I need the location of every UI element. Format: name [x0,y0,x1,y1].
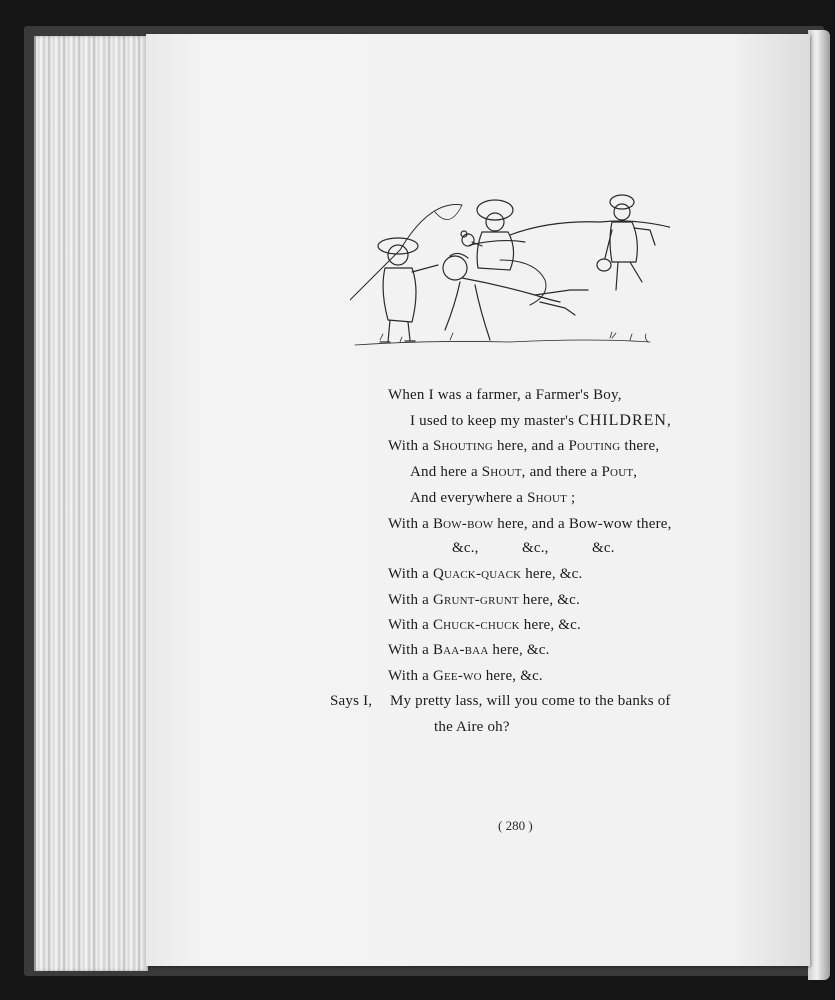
poem-word-pouting: Pouting [568,438,621,454]
poem-line-2-punct: , [666,413,671,429]
poem-line-3-e: there, [620,438,660,454]
poem-word-baa-baa: Baa-baa [432,642,489,658]
poem-word-gee-wo: Gee-wo [432,668,482,684]
poem-word-children: CHILDREN [578,412,667,429]
poem-line-12 [388,668,543,685]
poem-word-shout: Shout [481,464,522,480]
poem-line-14 [434,719,510,736]
poem-line-13 [390,693,671,710]
poem-line-7-a [452,540,479,557]
poem-line-4-c: , and there a [521,464,602,480]
poem-line-2 [410,412,671,430]
poem-word-chuck-chuck: Chuck-chuck [432,617,520,633]
poem-line-6-a: With a [388,516,433,532]
poem-says-i: Says I, [330,693,373,709]
poem-line-2-text: I used to keep my master's [410,413,579,429]
poem-line-14-text: the Aire oh? [434,719,510,735]
poem-word-bow-bow: Bow-bow [432,516,494,532]
poem-line-5 [410,490,575,507]
poem-line-11 [388,642,550,659]
poem-word-pout: Pout [601,464,634,480]
poem-line-13-speaker [330,693,372,710]
poem-line-10 [388,617,581,634]
poem-line-5-c: ; [567,490,576,506]
poem-line-10-a: With a [388,617,433,633]
poem-line-3-a: With a [388,438,433,454]
poem-line-11-c: here, &c. [488,642,550,658]
poem-line-8-a: With a [388,566,433,582]
poem-line-9-a: With a [388,592,433,608]
poem-line-8-c: here, &c. [521,566,583,582]
poem-line-10-c: here, &c. [519,617,581,633]
poem-word-quack-quack: Quack-quack [432,566,522,582]
poem-line-6 [388,516,672,533]
poem-line-3 [388,438,659,455]
poem-etc-1: &c., [452,540,479,556]
poem-line-4 [410,464,637,481]
poem-line-13-text: My pretty lass, will you come to the banks of [390,693,671,709]
poem-line-4-a: And here a [410,464,482,480]
poem-line-12-c: here, &c. [481,668,543,684]
poem-line-3-c: here, and a [493,438,569,454]
poem-line-5-a: And everywhere a [410,490,528,506]
poem-line-6-c: here, and a Bow-wow there, [493,516,672,532]
poem-line-8 [388,566,582,583]
poem-line-9-c: here, &c. [518,592,580,608]
poem-line-7-b [522,540,549,557]
poem-line-11-a: With a [388,642,433,658]
poem-etc-2: &c., [522,540,549,556]
poem-etc-3: &c. [592,540,615,556]
poem-word-grunt-grunt: Grunt-grunt [432,592,519,608]
poem-word-shout-2: Shout [527,490,568,506]
page-number: ( 280 ) [498,818,533,833]
poem-line-7-c [592,540,615,557]
poem-line-9 [388,592,580,609]
poem-line-4-e: , [633,464,638,480]
poem-line-12-a: With a [388,668,433,684]
poem-word-shouting: Shouting [432,438,493,454]
poem-line-1 [388,387,622,404]
poem-line-1-text: When I was a farmer, a Farmer's Boy, [388,387,622,403]
